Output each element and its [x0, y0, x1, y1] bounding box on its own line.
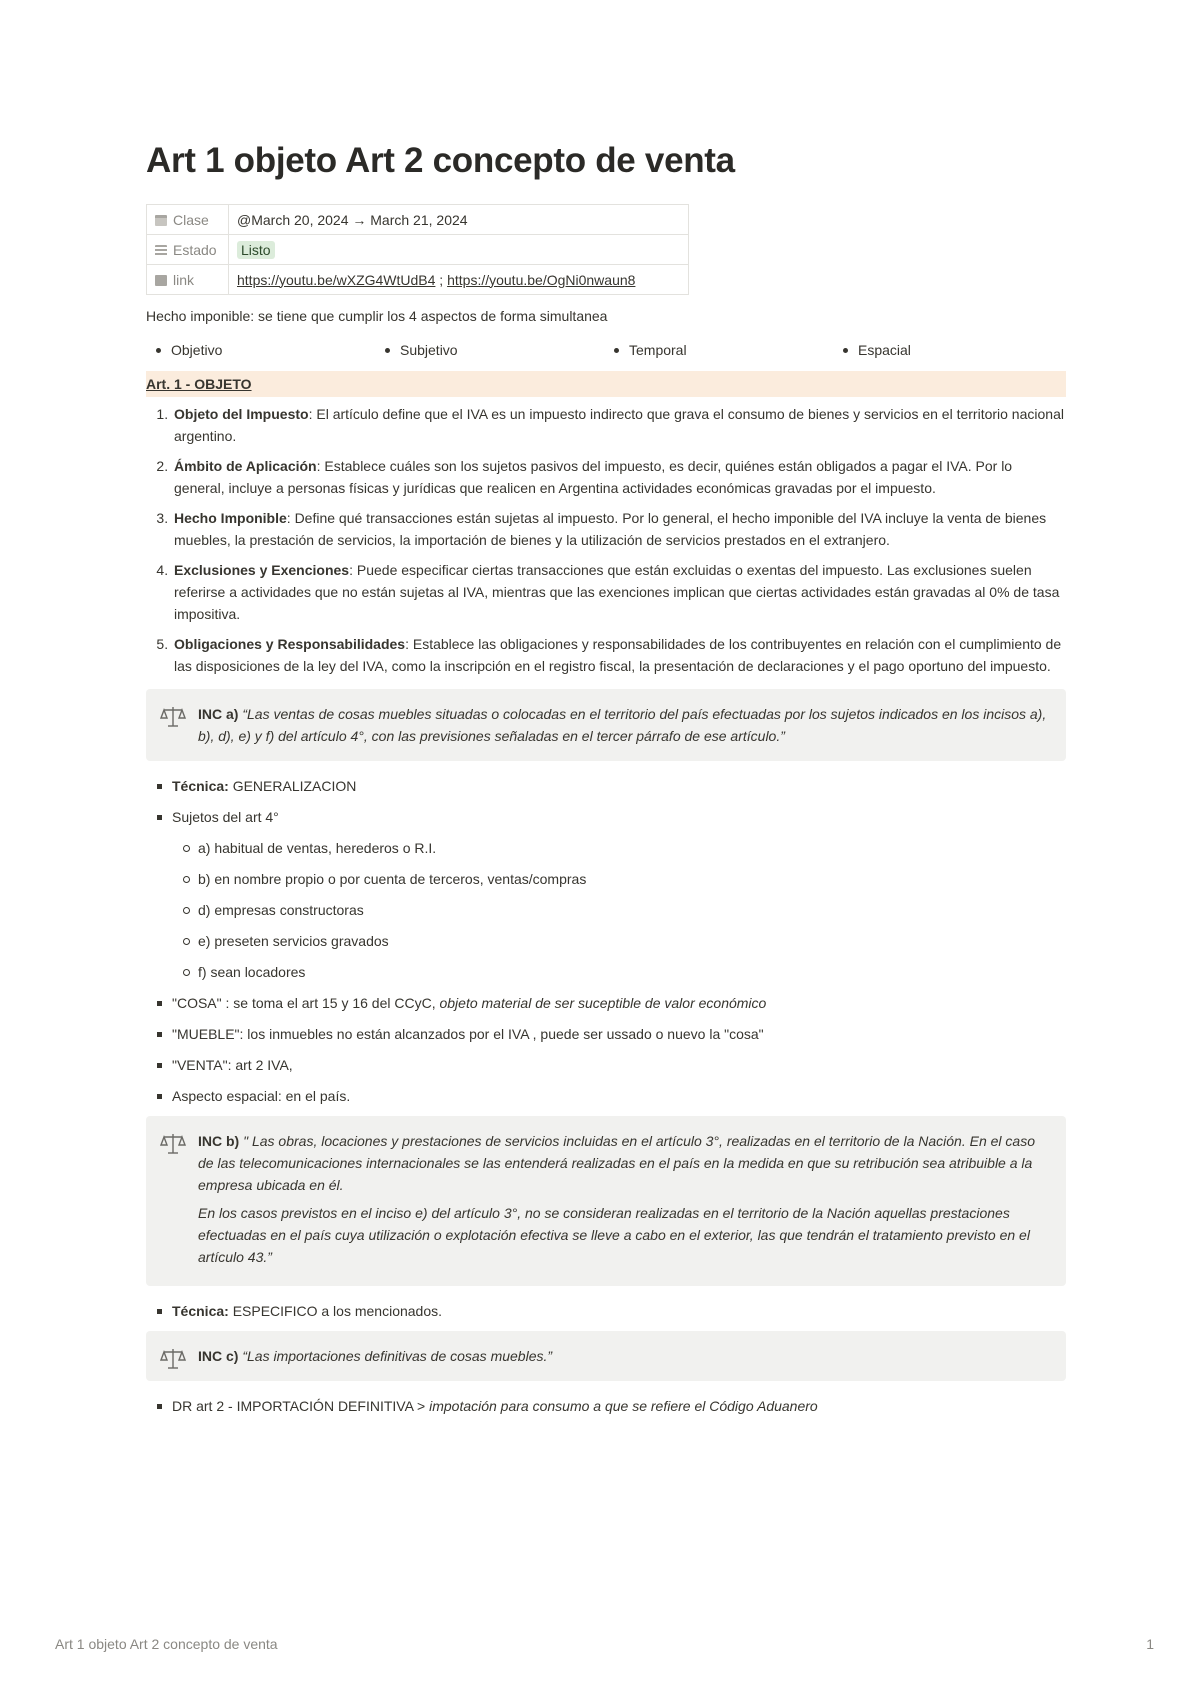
youtube-link-1[interactable]: https://youtu.be/wXZG4WtUdB4	[237, 271, 436, 288]
aspects-list	[146, 339, 1066, 361]
sub-list	[172, 837, 1066, 983]
list-item: Objetivo	[146, 339, 375, 361]
callout-text: “Las ventas de cosas muebles situadas o colocadas en el territorio del país efectuadas por los sujetos indicados en los incisos a), b), d), e) y f) del artículo 4°, con las previsiones señaladas en el tercer párrafo de ese artículo.”	[198, 706, 1047, 744]
callout-inc-a	[146, 689, 1066, 761]
section-heading: Art. 1 - OBJETO	[146, 371, 1066, 397]
list-item: Espacial	[833, 339, 1062, 361]
text-icon	[155, 275, 167, 286]
bullet-list-a	[146, 775, 1066, 1107]
page-title: Art 1 objeto Art 2 concepto de venta	[146, 141, 735, 180]
scales-icon	[160, 705, 186, 729]
sub-list-item: e) preseten servicios gravados	[172, 930, 1066, 952]
list-item: Subjetivo	[375, 339, 604, 361]
scales-icon	[160, 1347, 186, 1371]
property-label: link	[173, 271, 195, 288]
callout-inc-b	[146, 1116, 1066, 1286]
list-item: 3. Hecho Imponible: Define qué transacciones están sujetas al impuesto. Por lo general, el hecho imponible del IVA incluye la venta de bienes muebles, la prestación de servicios, la importación de bienes y la utilización de servicios prestados en el extranjero.	[172, 507, 1066, 551]
status-icon	[155, 245, 167, 256]
link-separator: ;	[435, 271, 448, 288]
property-row-estado	[147, 235, 689, 265]
property-row-link	[147, 265, 689, 295]
property-row-clase	[147, 205, 689, 235]
callout-text: “Las importaciones definitivas de cosas muebles.”	[238, 1348, 553, 1364]
callout-label: INC c)	[198, 1348, 239, 1364]
scales-icon	[160, 1132, 186, 1156]
list-item: 4. Exclusiones y Exenciones: Puede especificar ciertas transacciones que están excluidas o exentas del impuesto. Las exclusiones suelen referirse a actividades que no están sujetas al IVA, mientras que las exenciones implican que ciertas actividades están gravadas al 0% de tasa impositiva.	[172, 559, 1066, 625]
list-item: Técnica: GENERALIZACION	[146, 775, 1066, 797]
sub-list-item: f) sean locadores	[172, 961, 1066, 983]
list-item: 2. Ámbito de Aplicación: Establece cuáles son los sujetos pasivos del impuesto, es decir, quiénes están obligados a pagar el IVA. Por lo general, incluye a personas físicas y jurídicas que realicen en Argentina actividades económicas gravadas por el impuesto.	[172, 455, 1066, 499]
page-content	[146, 140, 1066, 1426]
status-badge[interactable]: Listo	[237, 241, 275, 259]
sub-list-item: a) habitual de ventas, herederos o R.I.	[172, 837, 1066, 859]
bullet-list-c	[146, 1395, 1066, 1417]
property-value-clase[interactable]: @March 20, 2024 → March 21, 2024	[229, 205, 689, 235]
list-item: 5. Obligaciones y Responsabilidades: Establece las obligaciones y responsabilidades de los contribuyentes en relación con el cumplimiento de las disposiciones de la ley del IVA, como la inscripción en el registro fiscal, la presentación de declaraciones y el pago oportuno del impuesto.	[172, 633, 1066, 677]
list-item: 1. Objeto del Impuesto: El artículo define que el IVA es un impuesto indirecto que grava el consumo de bienes y servicios en el territorio nacional argentino.	[172, 403, 1066, 447]
list-item: Aspecto espacial: en el país.	[146, 1085, 1066, 1107]
callout-text: " Las obras, locaciones y prestaciones de servicios incluidas en el artículo 3°, realizadas en el territorio de la Nación. En el caso de las telecomunicaciones internacionales se las entenderá realizadas en el país en la medida en que su retribución sea atribuible a la empresa ubicada en él.	[198, 1133, 1035, 1193]
callout-text: En los casos previstos en el inciso e) del artículo 3°, no se consideran realizadas en el territorio de la Nación aquellas prestaciones efectuadas en el país cuya utilización o explotación efectiva se lleve a cabo en el exterior, las que tendrán el tratamiento previsto en el artículo 43.”	[198, 1205, 1030, 1265]
lead-paragraph: Hecho imponible: se tiene que cumplir los 4 aspectos de forma simultanea	[146, 308, 608, 324]
calendar-icon	[155, 215, 167, 226]
list-item: DR art 2 - IMPORTACIÓN DEFINITIVA > impotación para consumo a que se refiere el Código Aduanero	[146, 1395, 1066, 1417]
page-number: 1	[1146, 1636, 1154, 1652]
sub-list-item: d) empresas constructoras	[172, 899, 1066, 921]
list-item: Temporal	[604, 339, 833, 361]
list-item: "MUEBLE": los inmuebles no están alcanzados por el IVA , puede ser ussado o nuevo la "cosa"	[146, 1023, 1066, 1045]
property-label: Clase	[173, 211, 209, 228]
callout-label: INC b)	[198, 1133, 240, 1149]
properties-table	[146, 204, 689, 295]
numbered-list	[146, 403, 1066, 677]
callout-inc-c	[146, 1331, 1066, 1381]
list-item: "COSA" : se toma el art 15 y 16 del CCyC, objeto material de ser suceptible de valor económico	[146, 992, 1066, 1014]
list-item: "VENTA": art 2 IVA,	[146, 1054, 1066, 1076]
youtube-link-2[interactable]: https://youtu.be/OgNi0nwaun8	[447, 271, 636, 288]
footer-title: Art 1 objeto Art 2 concepto de venta	[55, 1636, 278, 1652]
callout-label: INC a)	[198, 706, 239, 722]
list-item: Sujetos del art 4° a) habitual de ventas, herederos o R.I. b) en nombre propio o por cuenta de terceros, ventas/compras d) empresas constructoras e) preseten servicios gravados f) sean locadores	[146, 806, 1066, 983]
sub-list-item: b) en nombre propio o por cuenta de terceros, ventas/compras	[172, 868, 1066, 890]
bullet-list-b	[146, 1300, 1066, 1322]
list-item: Técnica: ESPECIFICO a los mencionados.	[146, 1300, 1066, 1322]
property-label: Estado	[173, 241, 217, 258]
